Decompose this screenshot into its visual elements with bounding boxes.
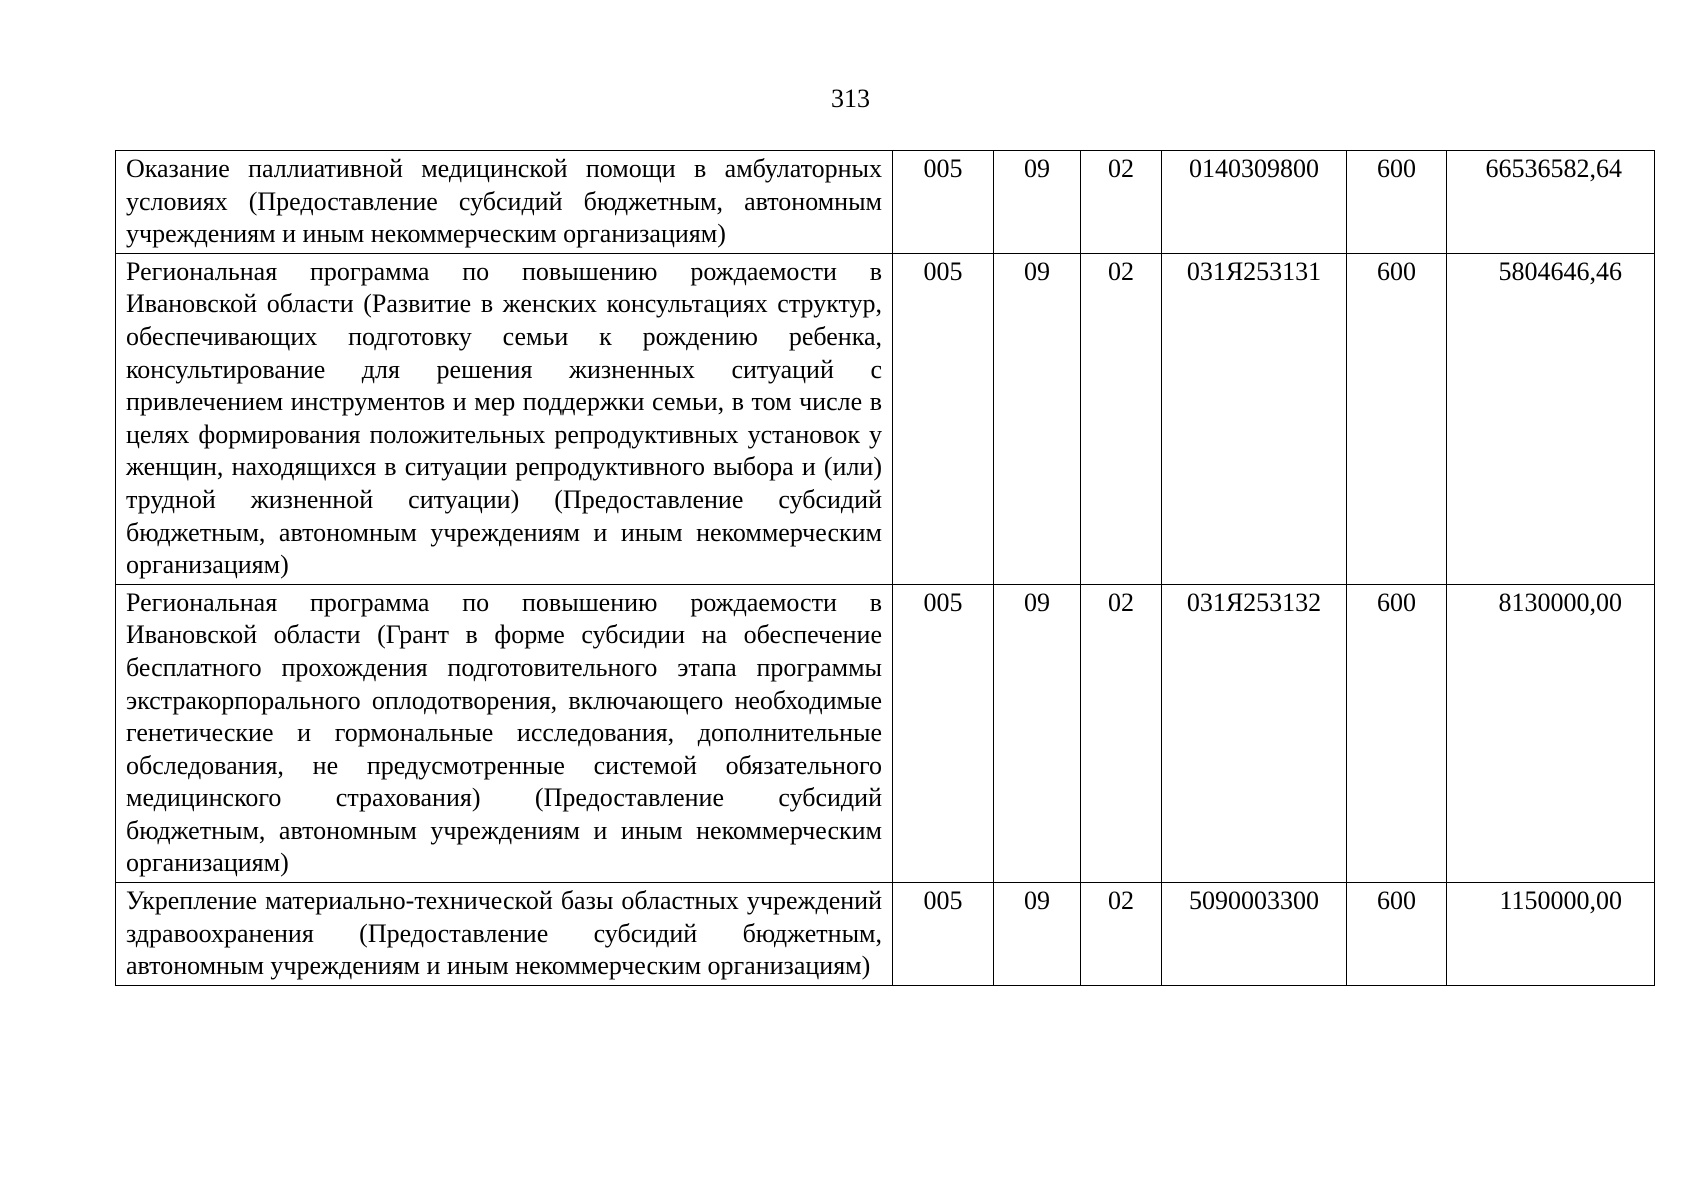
table-row xyxy=(116,253,1655,584)
subsection-code: 02 xyxy=(1081,253,1162,584)
ministry-code: 005 xyxy=(893,253,994,584)
section-code: 09 xyxy=(994,883,1081,986)
subsection-code: 02 xyxy=(1081,584,1162,882)
expense-type-code: 600 xyxy=(1347,151,1447,254)
amount: 8130000,00 xyxy=(1447,584,1655,882)
row-description: Региональная программа по повышению рождаемости в Ивановской области (Грант в форме субсидии на обеспечение бесплатного прохождения подготовительного этапа программы экстракорпорального оплодотворения, включающего необходимые генетические и гормональные исследования, дополнительные обследования, не предусмотренные системой обязательного медицинского страхования) (Предоставление субсидий бюджетным, автономным учреждениям и иным некоммерческим организациям) xyxy=(116,584,893,882)
ministry-code: 005 xyxy=(893,151,994,254)
row-description: Укрепление материально-технической базы областных учреждений здравоохранения (Предоставление субсидий бюджетным, автономным учреждениям и иным некоммерческим организациям) xyxy=(116,883,893,986)
target-article-code: 5090003300 xyxy=(1162,883,1347,986)
ministry-code: 005 xyxy=(893,883,994,986)
table-row xyxy=(116,151,1655,254)
subsection-code: 02 xyxy=(1081,883,1162,986)
subsection-code: 02 xyxy=(1081,151,1162,254)
section-code: 09 xyxy=(994,151,1081,254)
amount: 66536582,64 xyxy=(1447,151,1655,254)
page-number: 313 xyxy=(831,84,870,113)
target-article-code: 031Я253132 xyxy=(1162,584,1347,882)
ministry-code: 005 xyxy=(893,584,994,882)
target-article-code: 031Я253131 xyxy=(1162,253,1347,584)
expense-type-code: 600 xyxy=(1347,883,1447,986)
expense-type-code: 600 xyxy=(1347,584,1447,882)
section-code: 09 xyxy=(994,584,1081,882)
expense-type-code: 600 xyxy=(1347,253,1447,584)
row-description: Оказание паллиативной медицинской помощи в амбулаторных условиях (Предоставление субсидий бюджетным, автономным учреждениям и иным некоммерческим организациям) xyxy=(116,151,893,254)
amount: 1150000,00 xyxy=(1447,883,1655,986)
table-row xyxy=(116,584,1655,882)
amount: 5804646,46 xyxy=(1447,253,1655,584)
table-row xyxy=(116,883,1655,986)
target-article-code: 0140309800 xyxy=(1162,151,1347,254)
section-code: 09 xyxy=(994,253,1081,584)
budget-table xyxy=(115,150,1655,986)
row-description: Региональная программа по повышению рождаемости в Ивановской области (Развитие в женских консультациях структур, обеспечивающих подготовку семьи к рождению ребенка, консультирование для решения жизненных ситуаций с привлечением инструментов и мер поддержки семьи, в том числе в целях формирования положительных репродуктивных установок у женщин, находящихся в ситуации репродуктивного выбора и (или) трудной жизненной ситуации) (Предоставление субсидий бюджетным, автономным учреждениям и иным некоммерческим организациям) xyxy=(116,253,893,584)
